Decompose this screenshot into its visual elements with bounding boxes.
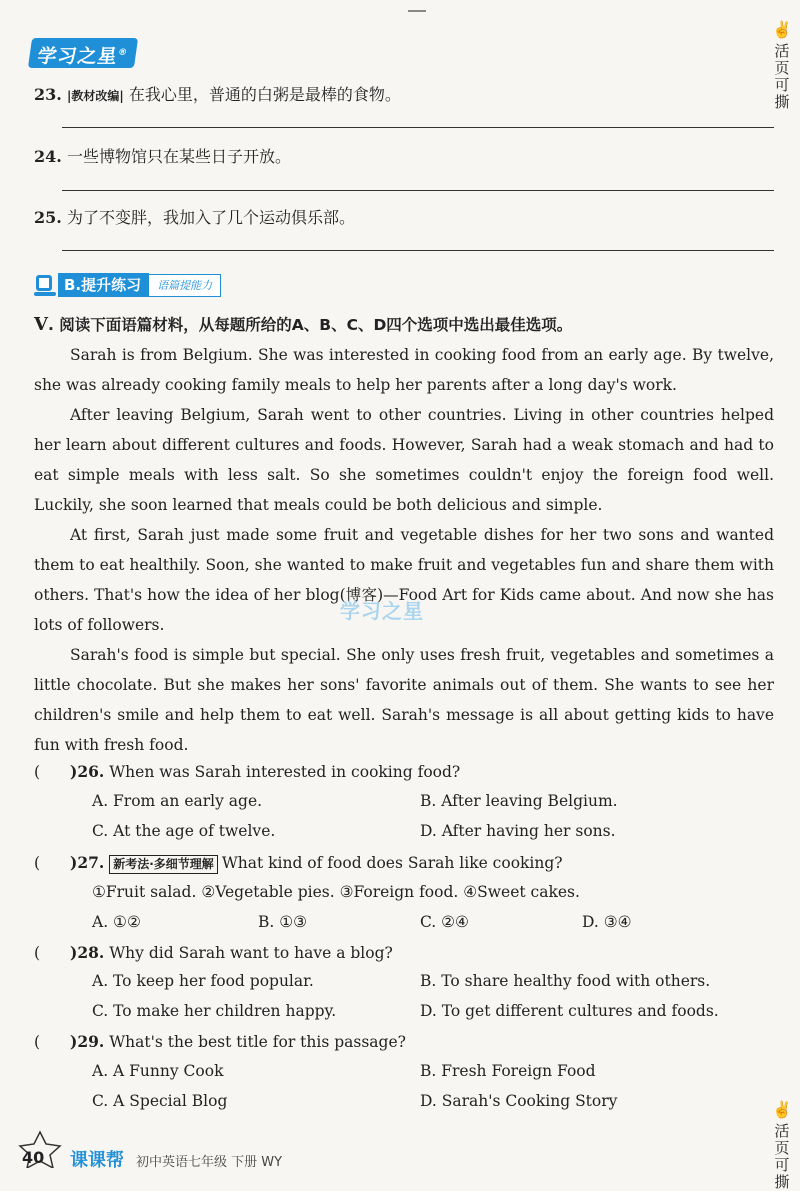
answer-blank[interactable]: ( [34,944,41,962]
hand-icon: ✌ [772,1100,792,1119]
option-a[interactable]: A. ①② [92,913,141,931]
choice-list: ①Fruit salad. ②Vegetable pies. ③Foreign food. ④Sweet cakes. [92,883,580,901]
option-c[interactable]: C. A Special Blog [92,1092,228,1110]
publisher-logo: 学习之星® [28,38,138,68]
option-d[interactable]: D. After having her sons. [420,822,616,840]
hand-icon: ✌ [772,20,792,39]
option-a[interactable]: A. To keep her food popular. [92,972,314,990]
side-strip-bottom [768,1100,796,1191]
side-text: 活页可撕 [772,1123,791,1191]
passage-paragraph: At first, Sarah just made some fruit and vegetable dishes for her two sons and wanted them to eat healthily. Soon, she wanted to make fruit and vegetables fun and share them with others. That's how the idea of her blog(博客)—Food Art for Kids came about. And now she has lots of followers. [34,526,774,634]
answer-line-24[interactable] [62,190,774,191]
footer-subtitle: 初中英语七年级 下册 WY [136,1155,283,1170]
question-27: ( )27. 新考法·多细节理解 What kind of food does Sarah like cooking? [34,853,563,872]
question-25: 25. 为了不变胖，我加入了几个运动俱乐部。 [34,208,355,227]
option-b[interactable]: B. To share healthy food with others. [420,972,711,990]
passage-paragraph: Sarah is from Belgium. She was interested in cooking food from an early age. By twelve, she was already cooking family meals to help her parents after a long day's work. [34,346,774,394]
answer-blank[interactable]: ( [34,763,41,781]
page-number: 40 [22,1148,45,1167]
option-c[interactable]: C. To make her children happy. [92,1002,337,1020]
question-29: ( )29. What's the best title for this passage? [34,1032,406,1051]
option-c[interactable]: C. ②④ [420,913,469,931]
option-b[interactable]: B. After leaving Belgium. [420,792,618,810]
answer-blank[interactable]: ( [34,1033,41,1051]
passage-paragraph: After leaving Belgium, Sarah went to other countries. Living in other countries helped her learn about different cultures and foods. However, Sarah had a weak stomach and had to eat simple meals with less salt. So she sometimes couldn't enjoy the foreign food well. Luckily, she soon learned that meals could be both delicious and simple. [34,406,774,514]
reading-passage [34,340,774,760]
option-a[interactable]: A. From an early age. [92,792,263,810]
side-text: 活页可撕 [772,43,791,111]
watermark: 学习之星 [340,599,424,623]
answer-line-25[interactable] [62,250,774,251]
section-b-sub: 语篇提能力 [149,274,221,297]
question-28: ( )28. Why did Sarah want to have a blog? [34,943,393,962]
option-c[interactable]: C. At the age of twelve. [92,822,276,840]
question-26: ( )26. When was Sarah interested in cooking food? [34,762,461,781]
answer-line-23[interactable] [62,127,774,128]
side-strip-top [768,20,796,111]
answer-blank[interactable]: ( [34,854,41,872]
option-b[interactable]: B. Fresh Foreign Food [420,1062,596,1080]
section-b-header [34,272,221,298]
section-b-label: B.提升练习 [58,273,149,297]
footer-brand: 课课帮 [70,1150,124,1171]
option-d[interactable]: D. Sarah's Cooking Story [420,1092,618,1110]
question-23: 23. |教材改编| 在我心里，普通的白粥是最棒的食物。 [34,85,401,104]
option-d[interactable]: D. To get different cultures and foods. [420,1002,719,1020]
top-dash [408,10,426,12]
section-v-title: V. 阅读下面语篇材料，从每题所给的A、B、C、D四个选项中选出最佳选项。 [34,314,573,335]
passage-paragraph: Sarah's food is simple but special. She only uses fresh fruit, vegetables and sometimes a little chocolate. But she makes her sons' favorite animals out of them. She wants to see her children's smile and help them to eat well. Sarah's message is all about getting kids to have fun with fresh food. [34,646,774,754]
new-exam-tag: 新考法·多细节理解 [109,855,218,874]
option-d[interactable]: D. ③④ [582,913,632,931]
question-24: 24. 一些博物馆只在某些日子开放。 [34,147,291,166]
option-a[interactable]: A. A Funny Cook [92,1062,224,1080]
adapted-tag: |教材改编| [66,89,124,103]
trophy-icon [34,273,56,297]
option-b[interactable]: B. ①③ [258,913,308,931]
